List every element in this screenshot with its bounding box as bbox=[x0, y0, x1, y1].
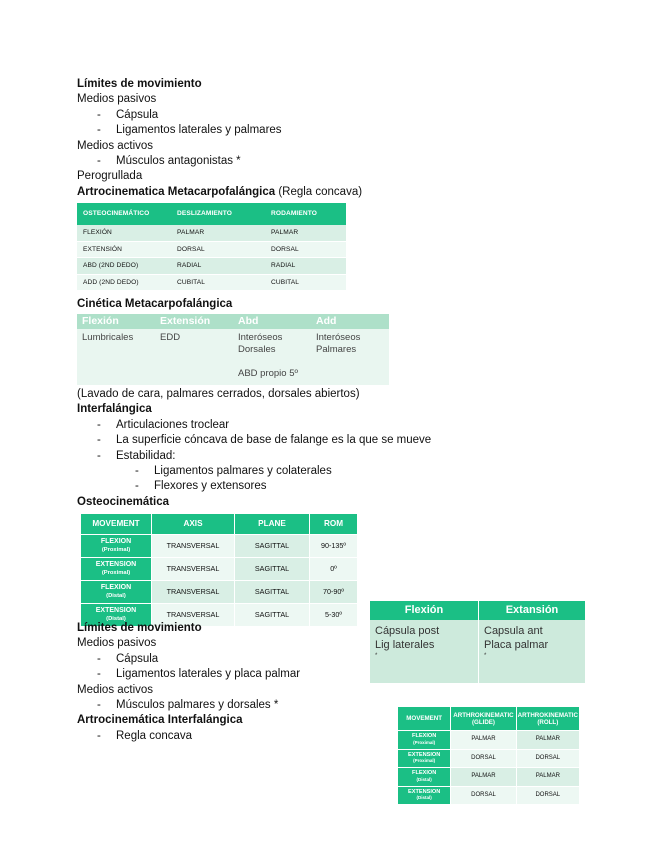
table-row bbox=[398, 730, 580, 749]
table-cell: PALMAR bbox=[517, 730, 580, 749]
list-item: - Regla concava bbox=[97, 729, 193, 742]
table-cell: TRANSVERSAL bbox=[152, 534, 235, 557]
table-header: Flexión bbox=[77, 314, 155, 329]
table-row bbox=[398, 749, 580, 768]
table-cell: DORSAL bbox=[171, 242, 265, 259]
table-header: RODAMIENTO bbox=[265, 203, 346, 225]
list-item-text: Articulaciones troclear bbox=[116, 418, 230, 431]
list-item: - Cápsula bbox=[97, 108, 159, 121]
movement-sub: (Proximal) bbox=[413, 739, 436, 745]
pasivos-label: Medios pasivos bbox=[77, 637, 157, 650]
table-header: MOVEMENT bbox=[398, 707, 451, 730]
table-cell: SAGITTAL bbox=[235, 557, 310, 580]
list-item-text: Estabilidad: bbox=[116, 449, 176, 462]
heading-artro-mcp-suffix: (Regla concava) bbox=[275, 185, 363, 198]
asterisk: * bbox=[375, 653, 378, 659]
movement-label: EXTENSION bbox=[408, 788, 441, 795]
heading-artro-ip: Artrocinemática Interfalángica bbox=[77, 714, 243, 727]
movement-cell bbox=[81, 534, 152, 557]
list-item-text: Ligamentos palmares y colaterales bbox=[154, 465, 332, 478]
table-cell: DORSAL bbox=[517, 749, 580, 768]
table-cell: ABD (2ND DEDO) bbox=[77, 258, 171, 275]
table-row bbox=[77, 329, 389, 385]
table-cell: RADIAL bbox=[265, 258, 346, 275]
note: (Lavado de cara, palmares cerrados, dorsales abiertos) bbox=[77, 388, 360, 400]
list-item: - La superficie cóncava de base de falange es la que se mueve bbox=[97, 434, 432, 447]
list-item: - Músculos palmares y dorsales * bbox=[97, 699, 279, 712]
activos-label: Medios activos bbox=[77, 139, 154, 152]
list-item: - Ligamentos laterales y placa palmar bbox=[97, 668, 301, 681]
table-cell: 5-30º bbox=[310, 603, 358, 626]
movement-label: FLEXION bbox=[412, 733, 437, 740]
movement-cell bbox=[81, 580, 152, 603]
movement-sub: (Proximal) bbox=[101, 547, 131, 553]
table-cell: SAGITTAL bbox=[235, 580, 310, 603]
movement-label: EXTENSION bbox=[408, 751, 441, 758]
movement-label: EXTENSION bbox=[95, 606, 137, 614]
movement-cell bbox=[398, 730, 451, 749]
table-row bbox=[398, 767, 580, 786]
table-header: ARTHROKINEMATIC (ROLL) bbox=[517, 707, 580, 730]
table-row bbox=[77, 242, 346, 259]
activos-label: Medios activos bbox=[77, 683, 154, 696]
table-cell: SAGITTAL bbox=[235, 534, 310, 557]
cell-line: Capsula ant bbox=[484, 625, 543, 637]
table-header: ROM bbox=[310, 514, 358, 534]
cell-line: ABD propio 5º bbox=[238, 368, 298, 380]
table-cell: TRANSVERSAL bbox=[152, 580, 235, 603]
table-header: Add bbox=[311, 314, 389, 329]
table-cinetica-mcp bbox=[77, 314, 389, 385]
list-item-text: Flexores y extensores bbox=[154, 480, 267, 493]
table-cell: CUBITAL bbox=[171, 275, 265, 292]
heading-artro-mcp bbox=[77, 185, 362, 200]
list-item-text: Músculos palmares y dorsales * bbox=[116, 699, 279, 712]
movement-label: FLEXION bbox=[100, 583, 132, 591]
table-header: OSTEOCINEMÁTICO bbox=[77, 203, 171, 225]
heading-cinetica-mcp: Cinética Metacarpofalángica bbox=[77, 298, 233, 310]
movement-label: EXTENSION bbox=[95, 560, 137, 568]
table-artro-ip bbox=[398, 707, 580, 804]
table-osteocinematica bbox=[81, 514, 358, 626]
movement-label: FLEXION bbox=[412, 770, 437, 777]
table-header: AXIS bbox=[152, 514, 235, 534]
list-item: - Articulaciones troclear bbox=[97, 418, 230, 431]
table-row bbox=[398, 786, 580, 805]
list-item-text: La superficie cóncava de base de falange es la que se mueve bbox=[116, 434, 432, 447]
table-cell: PALMAR bbox=[517, 767, 580, 786]
table-cell: 0º bbox=[310, 557, 358, 580]
cell-line: Placa palmar bbox=[484, 639, 549, 651]
table-artro-mcp bbox=[77, 203, 346, 291]
table-cell: FLEXIÓN bbox=[77, 225, 171, 242]
table-cell bbox=[479, 620, 586, 683]
table-cell: PALMAR bbox=[171, 225, 265, 242]
table-row bbox=[81, 534, 358, 557]
movement-sub: (Proximal) bbox=[101, 570, 131, 576]
table-cell: 70-90º bbox=[310, 580, 358, 603]
table-header: Extansión bbox=[479, 601, 586, 620]
table-cell: ADD (2ND DEDO) bbox=[77, 275, 171, 292]
table-cell bbox=[311, 329, 389, 385]
table-cell: Lumbricales bbox=[77, 329, 155, 385]
table-header: ARTHROKINEMATIC (GLIDE) bbox=[451, 707, 516, 730]
list-item-text: Ligamentos laterales y palmares bbox=[116, 124, 282, 137]
table-cell bbox=[233, 329, 311, 385]
movement-label: FLEXION bbox=[100, 537, 132, 545]
table-row bbox=[370, 620, 586, 683]
list-item-text: Músculos antagonistas * bbox=[116, 155, 241, 168]
movement-sub: (Distal) bbox=[416, 776, 432, 782]
table-header: PLANE bbox=[235, 514, 310, 534]
table-row bbox=[77, 258, 346, 275]
table-cell: TRANSVERSAL bbox=[152, 603, 235, 626]
table-cell: DORSAL bbox=[451, 749, 516, 768]
cell-line: Interóseos bbox=[316, 332, 361, 344]
heading-limites-ip: Límites de movimiento bbox=[77, 622, 202, 634]
asterisk: * bbox=[484, 653, 487, 659]
cell-line: Lig laterales bbox=[375, 639, 435, 651]
perogrullada: Perogrullada bbox=[77, 170, 143, 183]
table-header: MOVEMENT bbox=[81, 514, 152, 534]
table-cell: PALMAR bbox=[451, 730, 516, 749]
table-row bbox=[77, 275, 346, 292]
cell-line: Interóseos bbox=[238, 332, 283, 344]
movement-cell bbox=[398, 749, 451, 768]
list-item-text: Cápsula bbox=[116, 652, 159, 665]
list-item-text: Cápsula bbox=[116, 108, 159, 121]
table-cell: PALMAR bbox=[451, 767, 516, 786]
table-limites-ip bbox=[370, 601, 586, 683]
table-cell: PALMAR bbox=[265, 225, 346, 242]
movement-sub: (Distal) bbox=[416, 795, 432, 801]
movement-sub: (Distal) bbox=[106, 616, 126, 622]
table-cell: DORSAL bbox=[451, 786, 516, 805]
table-cell: EDD bbox=[155, 329, 233, 385]
movement-cell bbox=[81, 557, 152, 580]
list-item: - Músculos antagonistas * bbox=[97, 155, 241, 168]
cell-line: Dorsales bbox=[238, 344, 276, 356]
heading-osteocinematica: Osteocinemática bbox=[77, 495, 170, 508]
movement-cell bbox=[398, 767, 451, 786]
table-cell: DORSAL bbox=[517, 786, 580, 805]
list-subitem: - Flexores y extensores bbox=[135, 480, 267, 493]
table-header: DESLIZAMIENTO bbox=[171, 203, 265, 225]
table-row bbox=[81, 557, 358, 580]
movement-sub: (Distal) bbox=[106, 593, 126, 599]
table-cell bbox=[370, 620, 479, 683]
list-item: - Estabilidad: bbox=[97, 449, 176, 462]
pasivos-label: Medios pasivos bbox=[77, 93, 157, 106]
section-interfalangica bbox=[77, 387, 431, 510]
list-item-text: Ligamentos laterales y placa palmar bbox=[116, 668, 301, 681]
list-item: - Ligamentos laterales y palmares bbox=[97, 124, 282, 137]
table-row bbox=[81, 580, 358, 603]
table-cell: SAGITTAL bbox=[235, 603, 310, 626]
movement-sub: (Proximal) bbox=[413, 758, 436, 764]
heading-interfalangica: Interfalángica bbox=[77, 403, 152, 416]
table-cell: TRANSVERSAL bbox=[152, 557, 235, 580]
movement-cell bbox=[398, 786, 451, 805]
list-item: - Cápsula bbox=[97, 652, 159, 665]
list-item-text: Regla concava bbox=[116, 729, 193, 742]
section-limits-mcp bbox=[77, 77, 362, 200]
table-cell: DORSAL bbox=[265, 242, 346, 259]
cell-line: Palmares bbox=[316, 344, 357, 356]
table-header: Flexión bbox=[370, 601, 479, 620]
list-subitem: - Ligamentos palmares y colaterales bbox=[135, 465, 332, 478]
cell-line: Cápsula post bbox=[375, 625, 440, 637]
section-limits-ip bbox=[77, 621, 300, 744]
table-cell: CUBITAL bbox=[265, 275, 346, 292]
table-header: Abd bbox=[233, 314, 311, 329]
heading-artro-mcp-text: Artrocinematica Metacarpofalángica bbox=[77, 185, 276, 198]
table-cell: EXTENSIÓN bbox=[77, 242, 171, 259]
table-cell: 90-135º bbox=[310, 534, 358, 557]
table-row bbox=[77, 225, 346, 242]
heading-limites: Límites de movimiento bbox=[77, 78, 202, 90]
table-cell: RADIAL bbox=[171, 258, 265, 275]
table-header: Extensión bbox=[155, 314, 233, 329]
